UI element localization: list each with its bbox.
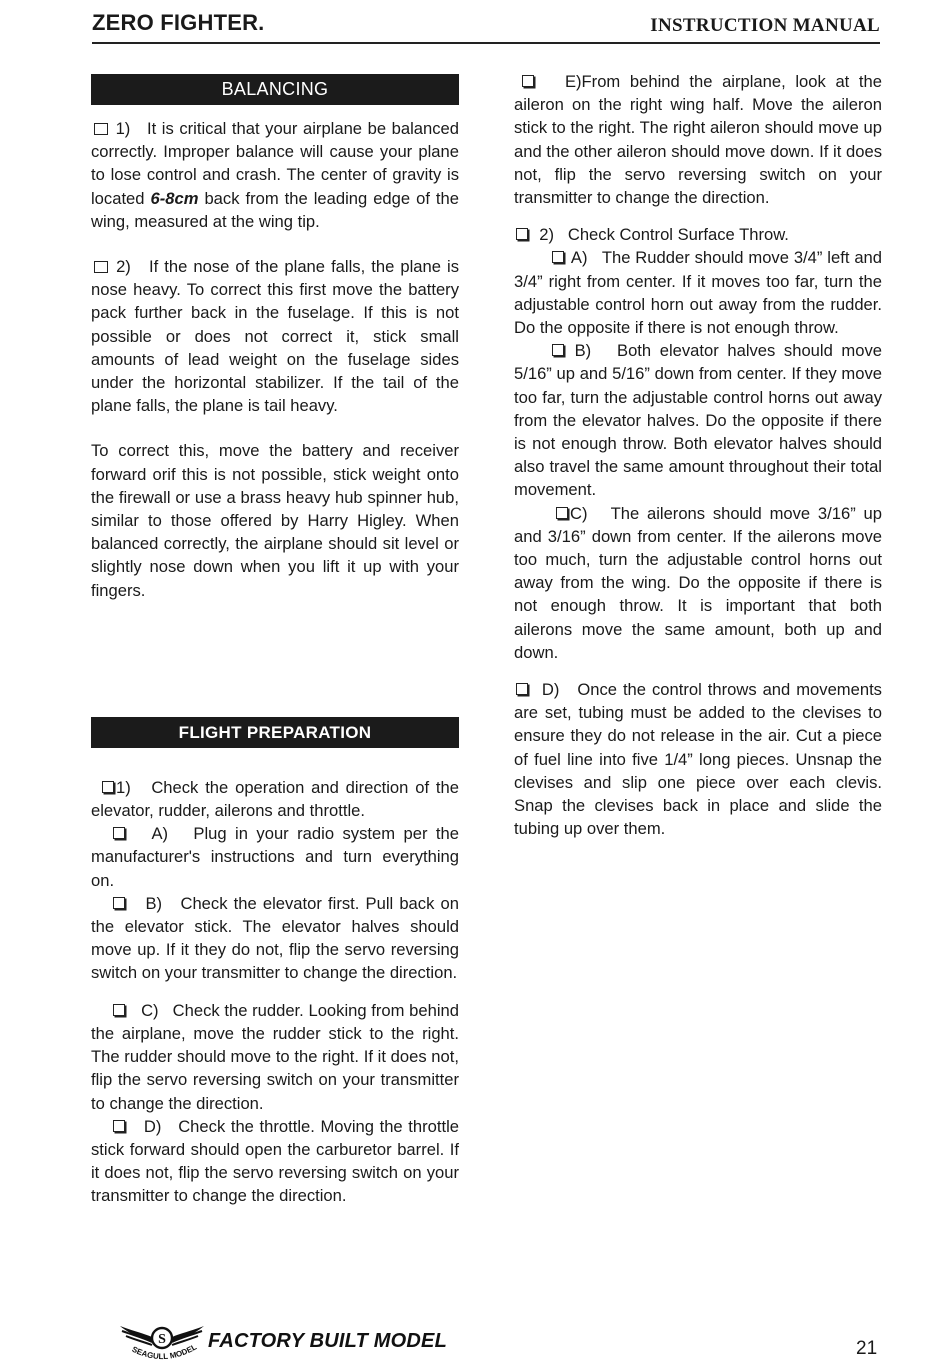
flight-prep-sub-a: A) Plug in your radio system per the manufacturer's instructions and turn everything on. xyxy=(91,824,459,890)
balancing-heading: BALANCING xyxy=(91,74,459,105)
throw-b: B) Both elevator halves should move 5/16” up and 5/16” down from center. If they move too far, turn the adjustable control horns out away from the elevator halves. Do the opposite if there is not enough throw. Both elevator halves should also travel the same amount throughout their total movement. xyxy=(514,341,882,500)
document-type: INSTRUCTION MANUAL xyxy=(650,15,880,36)
balancing-step-1: 1) It is critical that your airplane be balanced correctly. Improper balance will cause your plane to lose control and crash. The center of gravity is located 6-8cm back from the leading edge of the wing, measured at the wing tip. xyxy=(91,119,459,231)
checkbox-icon[interactable] xyxy=(94,261,108,273)
checkbox-icon[interactable] xyxy=(94,123,108,135)
checkbox-icon[interactable] xyxy=(516,683,528,695)
checkbox-icon[interactable] xyxy=(102,781,114,793)
flight-prep-sub-b: B) Check the elevator first. Pull back on the elevator stick. The elevator halves should move up. If it they do not, flip the servo reversing switch on your transmitter to change the direction. xyxy=(91,893,459,983)
svg-text:S: S xyxy=(158,1332,166,1347)
checkbox-icon[interactable] xyxy=(113,1004,125,1016)
flight-preparation-heading: FLIGHT PREPARATION xyxy=(91,717,459,748)
checkbox-icon[interactable] xyxy=(552,344,564,356)
flight-prep-sub-d: D) Check the throttle. Moving the throttle stick forward should open the carburetor barrel. If it does not, flip the servo reversing switch on your transmitter to change the direction. xyxy=(91,1116,459,1206)
factory-built-tagline: FACTORY BUILT MODEL xyxy=(208,1330,447,1352)
checkbox-icon[interactable] xyxy=(556,507,568,519)
checkbox-icon[interactable] xyxy=(552,251,564,263)
seagull-model-logo xyxy=(118,1318,448,1366)
throw-a: A) The Rudder should move 3/4” left and 3/4” right from center. If it moves too far, turn the adjustable control horn out away from the rudder. Do the opposite if there is not enough throw. xyxy=(514,248,883,338)
checkbox-icon[interactable] xyxy=(113,897,125,909)
svg-text:SEAGULL MODEL: SEAGULL MODEL xyxy=(130,1342,199,1362)
balancing-step-2: 2) If the nose of the plane falls, the plane is nose heavy. To correct this first move the battery pack further back in the fuselage. If this is not possible or does not correct it, stick small amounts of lead weight on the fuselage sides under the horizontal stabilizer. If the tail of the plane falls, the plane is tail heavy. xyxy=(91,257,459,416)
checkbox-icon[interactable] xyxy=(113,827,125,839)
left-column xyxy=(91,74,459,1208)
flight-prep-sub-c: C) Check the rudder. Looking from behind the airplane, move the rudder stick to the right. The rudder should move to the right. If it does not, flip the servo reversing switch on your transmitter to change the direction. xyxy=(91,1000,459,1113)
seagull-emblem-icon xyxy=(118,1318,206,1366)
checkbox-icon[interactable] xyxy=(516,228,528,240)
checkbox-icon[interactable] xyxy=(113,1120,125,1132)
flight-prep-step-2: 2) Check Control Surface Throw. xyxy=(514,223,882,246)
flight-prep-step-1: 1) Check the operation and direction of the elevator, rudder, ailerons and throttle. xyxy=(91,777,459,821)
document-title: ZERO FIGHTER. xyxy=(92,10,265,35)
checkbox-icon[interactable] xyxy=(522,75,534,87)
balancing-correction-paragraph: To correct this, move the battery and receiver forward orif this is not possible, stick weight onto the firewall or use a brass heavy hub spinner hub, similar to those offered by Harry Higley. When balanced correctly, the airplane should sit level or slightly nose down when you lift it up with your fingers. xyxy=(91,441,459,600)
right-column xyxy=(514,70,882,841)
throw-d: D) Once the control throws and movements are set, tubing must be added to the clevises to ensure they do not release in the air. Cut a piece of fuel line into five 1/4” long pieces. Unsnap the clevises and slip one piece over each clevis. Snap the clevises back in place and slide the tubing up over them. xyxy=(514,680,882,839)
throw-c: C) The ailerons should move 3/16” up and 3/16” down from center. If the ailerons move too much, turn the adjustable control horns out away from the wing. Do the opposite if there is not enough throw. It is important that both ailerons move the same amount, both up and down. xyxy=(514,503,883,662)
page-header xyxy=(92,6,880,44)
cg-measurement: 6-8cm xyxy=(150,188,199,208)
page-number: 21 xyxy=(856,1338,878,1359)
flight-prep-sub-e: E)From behind the airplane, look at the aileron on the right wing half. Move the aileron stick to the right. The right aileron should move up and the other aileron should move down. If it does not, flip the servo reversing switch on your transmitter to change the direction. xyxy=(514,72,882,208)
